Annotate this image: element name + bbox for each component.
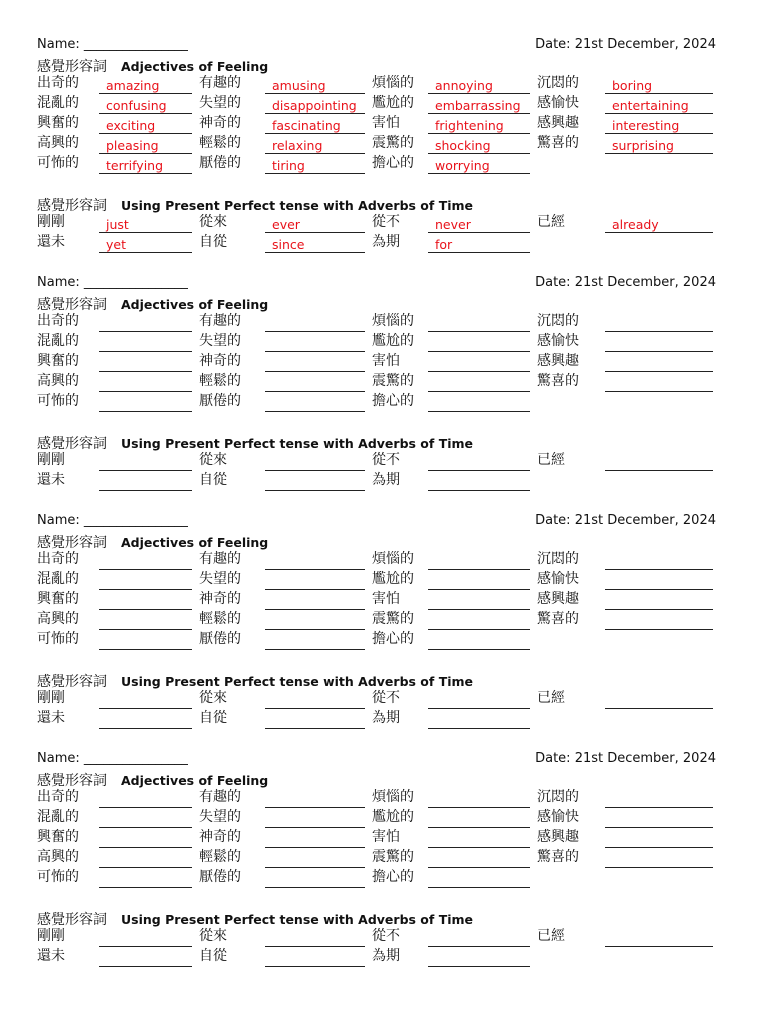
chinese-label: 害怕: [372, 829, 400, 845]
adverbs-heading: [37, 909, 473, 929]
chinese-label: 自從: [199, 472, 227, 488]
answer-blank[interactable]: [99, 574, 192, 590]
answer-blank[interactable]: [265, 852, 365, 868]
answer-text: confusing: [106, 98, 167, 113]
chinese-label: 從不: [372, 452, 400, 468]
chinese-label: 從來: [199, 452, 227, 468]
chinese-label: 高興的: [37, 611, 79, 627]
chinese-label: 有趣的: [199, 789, 241, 805]
answer-blank[interactable]: [99, 356, 192, 372]
answer-blank[interactable]: [428, 376, 530, 392]
answer-blank[interactable]: [428, 951, 530, 967]
adjectives-heading-zh: 感覺形容詞: [37, 773, 107, 789]
answer-blank[interactable]: [605, 138, 713, 154]
chinese-label: 興奮的: [37, 115, 79, 131]
answer-text: amazing: [106, 78, 160, 93]
chinese-label: 輕鬆的: [199, 373, 241, 389]
answer-blank[interactable]: [265, 138, 365, 154]
chinese-label: 煩惱的: [372, 313, 414, 329]
chinese-label: 厭倦的: [199, 155, 241, 171]
adverbs-heading: [37, 433, 473, 453]
answer-blank[interactable]: [99, 217, 192, 233]
answer-text: amusing: [272, 78, 326, 93]
adjectives-heading: [37, 294, 268, 314]
date-text: Date: 21st December, 2024: [535, 513, 716, 528]
answer-blank[interactable]: [99, 475, 192, 491]
chinese-label: 感愉快: [537, 809, 579, 825]
answer-blank[interactable]: [265, 792, 365, 808]
answer-text: worrying: [435, 158, 490, 173]
answer-blank[interactable]: [428, 792, 530, 808]
chinese-label: 尷尬的: [372, 809, 414, 825]
answer-blank[interactable]: [265, 316, 365, 332]
answer-blank[interactable]: [265, 336, 365, 352]
chinese-label: 從不: [372, 928, 400, 944]
answer-blank[interactable]: [605, 316, 713, 332]
answer-text: interesting: [612, 118, 680, 133]
chinese-label: 剛剛: [37, 452, 65, 468]
answer-blank[interactable]: [99, 78, 192, 94]
chinese-label: 擔心的: [372, 393, 414, 409]
answer-text: since: [272, 237, 305, 252]
answer-text: pleasing: [106, 138, 159, 153]
answer-blank[interactable]: [605, 832, 713, 848]
adjectives-heading-en: Adjectives of Feeling: [121, 297, 269, 312]
chinese-label: 感愉快: [537, 333, 579, 349]
name-field[interactable]: Name: ________________: [37, 275, 188, 290]
answer-blank[interactable]: [428, 614, 530, 630]
chinese-label: 自從: [199, 234, 227, 250]
answer-blank[interactable]: [605, 455, 713, 471]
chinese-label: 害怕: [372, 115, 400, 131]
chinese-label: 有趣的: [199, 551, 241, 567]
chinese-label: 混亂的: [37, 809, 79, 825]
chinese-label: 煩惱的: [372, 551, 414, 567]
chinese-label: 震驚的: [372, 849, 414, 865]
answer-blank[interactable]: [428, 396, 530, 412]
chinese-label: 尷尬的: [372, 333, 414, 349]
adverbs-heading-zh: 感覺形容詞: [37, 674, 107, 690]
answer-blank[interactable]: [265, 634, 365, 650]
answer-blank[interactable]: [428, 138, 530, 154]
answer-blank[interactable]: [605, 574, 713, 590]
chinese-label: 出奇的: [37, 313, 79, 329]
answer-blank[interactable]: [99, 158, 192, 174]
chinese-label: 為期: [372, 234, 400, 250]
answer-blank[interactable]: [265, 554, 365, 570]
answer-blank[interactable]: [265, 455, 365, 471]
date-text: Date: 21st December, 2024: [535, 751, 716, 766]
answer-text: disappointing: [272, 98, 357, 113]
answer-blank[interactable]: [265, 158, 365, 174]
chinese-label: 沉悶的: [537, 789, 579, 805]
answer-blank[interactable]: [605, 693, 713, 709]
answer-blank[interactable]: [99, 118, 192, 134]
answer-blank[interactable]: [428, 594, 530, 610]
date-text: Date: 21st December, 2024: [535, 37, 716, 52]
chinese-label: 擔心的: [372, 631, 414, 647]
answer-blank[interactable]: [428, 832, 530, 848]
answer-blank[interactable]: [99, 812, 192, 828]
answer-text: ever: [272, 217, 300, 232]
answer-text: terrifying: [106, 158, 164, 173]
chinese-label: 出奇的: [37, 551, 79, 567]
chinese-label: 煩惱的: [372, 789, 414, 805]
adjectives-heading-zh: 感覺形容詞: [37, 535, 107, 551]
answer-blank[interactable]: [265, 98, 365, 114]
chinese-label: 輕鬆的: [199, 849, 241, 865]
chinese-label: 出奇的: [37, 75, 79, 91]
chinese-label: 尷尬的: [372, 95, 414, 111]
chinese-label: 從來: [199, 214, 227, 230]
chinese-label: 震驚的: [372, 373, 414, 389]
answer-blank[interactable]: [605, 792, 713, 808]
chinese-label: 失望的: [199, 95, 241, 111]
answer-blank[interactable]: [265, 693, 365, 709]
answer-blank[interactable]: [265, 931, 365, 947]
chinese-label: 興奮的: [37, 829, 79, 845]
chinese-label: 自從: [199, 948, 227, 964]
answer-blank[interactable]: [428, 336, 530, 352]
answer-blank[interactable]: [99, 336, 192, 352]
adjectives-heading-en: Adjectives of Feeling: [121, 535, 269, 550]
answer-text: for: [435, 237, 453, 252]
answer-blank[interactable]: [265, 713, 365, 729]
answer-blank[interactable]: [99, 396, 192, 412]
answer-blank[interactable]: [605, 614, 713, 630]
answer-blank[interactable]: [99, 237, 192, 253]
chinese-label: 驚喜的: [537, 611, 579, 627]
answer-blank[interactable]: [605, 217, 713, 233]
answer-blank[interactable]: [99, 594, 192, 610]
answer-blank[interactable]: [428, 316, 530, 332]
chinese-label: 輕鬆的: [199, 611, 241, 627]
chinese-label: 剛剛: [37, 928, 65, 944]
answer-blank[interactable]: [99, 852, 192, 868]
answer-blank[interactable]: [428, 356, 530, 372]
chinese-label: 已經: [537, 214, 565, 230]
name-field[interactable]: Name: ________________: [37, 37, 188, 52]
chinese-label: 輕鬆的: [199, 135, 241, 151]
chinese-label: 感愉快: [537, 95, 579, 111]
name-field[interactable]: Name: ________________: [37, 513, 188, 528]
answer-text: tiring: [272, 158, 305, 173]
chinese-label: 煩惱的: [372, 75, 414, 91]
chinese-label: 震驚的: [372, 611, 414, 627]
answer-blank[interactable]: [428, 118, 530, 134]
answer-blank[interactable]: [265, 217, 365, 233]
adjectives-heading: [37, 532, 268, 552]
answer-blank[interactable]: [605, 98, 713, 114]
answer-blank[interactable]: [605, 78, 713, 94]
adverbs-heading-zh: 感覺形容詞: [37, 436, 107, 452]
chinese-label: 可怖的: [37, 155, 79, 171]
adverbs-heading-en: Using Present Perfect tense with Adverbs of Time: [121, 436, 474, 451]
answer-blank[interactable]: [265, 237, 365, 253]
chinese-label: 可怖的: [37, 631, 79, 647]
answer-blank[interactable]: [428, 455, 530, 471]
answer-text: boring: [612, 78, 653, 93]
chinese-label: 為期: [372, 710, 400, 726]
adjectives-heading: [37, 770, 268, 790]
chinese-label: 還未: [37, 948, 65, 964]
answer-blank[interactable]: [605, 336, 713, 352]
chinese-label: 剛剛: [37, 214, 65, 230]
answer-text: entertaining: [612, 98, 689, 113]
chinese-label: 沉悶的: [537, 551, 579, 567]
answer-blank[interactable]: [428, 237, 530, 253]
chinese-label: 混亂的: [37, 95, 79, 111]
chinese-label: 剛剛: [37, 690, 65, 706]
chinese-label: 神奇的: [199, 353, 241, 369]
answer-blank[interactable]: [428, 812, 530, 828]
chinese-label: 害怕: [372, 591, 400, 607]
answer-blank[interactable]: [265, 118, 365, 134]
chinese-label: 混亂的: [37, 571, 79, 587]
chinese-label: 從來: [199, 690, 227, 706]
answer-blank[interactable]: [265, 78, 365, 94]
chinese-label: 高興的: [37, 373, 79, 389]
chinese-label: 已經: [537, 452, 565, 468]
answer-blank[interactable]: [605, 812, 713, 828]
chinese-label: 感興趣: [537, 829, 579, 845]
answer-text: relaxing: [272, 138, 323, 153]
chinese-label: 為期: [372, 948, 400, 964]
adjectives-heading-en: Adjectives of Feeling: [121, 59, 269, 74]
worksheet-copy: [0, 513, 768, 751]
answer-blank[interactable]: [99, 713, 192, 729]
answer-blank[interactable]: [428, 634, 530, 650]
answer-blank[interactable]: [428, 78, 530, 94]
chinese-label: 從來: [199, 928, 227, 944]
chinese-label: 神奇的: [199, 115, 241, 131]
answer-blank[interactable]: [265, 812, 365, 828]
chinese-label: 高興的: [37, 135, 79, 151]
adverbs-heading: [37, 671, 473, 691]
chinese-label: 可怖的: [37, 393, 79, 409]
answer-blank[interactable]: [428, 217, 530, 233]
chinese-label: 已經: [537, 928, 565, 944]
chinese-label: 已經: [537, 690, 565, 706]
answer-blank[interactable]: [265, 574, 365, 590]
chinese-label: 尷尬的: [372, 571, 414, 587]
answer-blank[interactable]: [99, 792, 192, 808]
answer-blank[interactable]: [605, 118, 713, 134]
answer-blank[interactable]: [99, 832, 192, 848]
answer-blank[interactable]: [265, 594, 365, 610]
chinese-label: 感愉快: [537, 571, 579, 587]
answer-text: embarrassing: [435, 98, 521, 113]
adjectives-heading-zh: 感覺形容詞: [37, 59, 107, 75]
answer-blank[interactable]: [428, 872, 530, 888]
date-text: Date: 21st December, 2024: [535, 275, 716, 290]
chinese-label: 沉悶的: [537, 75, 579, 91]
chinese-label: 失望的: [199, 571, 241, 587]
answer-blank[interactable]: [605, 554, 713, 570]
answer-blank[interactable]: [428, 574, 530, 590]
chinese-label: 出奇的: [37, 789, 79, 805]
answer-blank[interactable]: [265, 832, 365, 848]
answer-text: shocking: [435, 138, 491, 153]
chinese-label: 從不: [372, 690, 400, 706]
chinese-label: 神奇的: [199, 591, 241, 607]
chinese-label: 興奮的: [37, 591, 79, 607]
answer-blank[interactable]: [99, 693, 192, 709]
chinese-label: 擔心的: [372, 869, 414, 885]
answer-text: surprising: [612, 138, 674, 153]
chinese-label: 感興趣: [537, 115, 579, 131]
answer-text: exciting: [106, 118, 156, 133]
answer-blank[interactable]: [99, 376, 192, 392]
answer-blank[interactable]: [99, 98, 192, 114]
answer-text: annoying: [435, 78, 493, 93]
answer-blank[interactable]: [428, 98, 530, 114]
adverbs-heading-en: Using Present Perfect tense with Adverbs of Time: [121, 674, 474, 689]
chinese-label: 沉悶的: [537, 313, 579, 329]
answer-blank[interactable]: [428, 713, 530, 729]
worksheet-copy: [0, 751, 768, 989]
chinese-label: 驚喜的: [537, 135, 579, 151]
answer-blank[interactable]: [265, 951, 365, 967]
answer-blank[interactable]: [428, 475, 530, 491]
chinese-label: 有趣的: [199, 75, 241, 91]
adjectives-heading: [37, 56, 268, 76]
chinese-label: 驚喜的: [537, 849, 579, 865]
worksheet-copy: [0, 275, 768, 513]
chinese-label: 有趣的: [199, 313, 241, 329]
chinese-label: 混亂的: [37, 333, 79, 349]
chinese-label: 失望的: [199, 809, 241, 825]
chinese-label: 從不: [372, 214, 400, 230]
answer-blank[interactable]: [99, 634, 192, 650]
answer-blank[interactable]: [99, 138, 192, 154]
answer-blank[interactable]: [428, 693, 530, 709]
adverbs-heading-en: Using Present Perfect tense with Adverbs of Time: [121, 912, 474, 927]
chinese-label: 震驚的: [372, 135, 414, 151]
answer-blank[interactable]: [428, 931, 530, 947]
chinese-label: 厭倦的: [199, 631, 241, 647]
answer-text: already: [612, 217, 659, 232]
answer-blank[interactable]: [428, 852, 530, 868]
chinese-label: 還未: [37, 710, 65, 726]
chinese-label: 厭倦的: [199, 393, 241, 409]
answer-blank[interactable]: [265, 614, 365, 630]
answer-text: yet: [106, 237, 126, 252]
answer-blank[interactable]: [428, 158, 530, 174]
answer-text: fascinating: [272, 118, 341, 133]
answer-blank[interactable]: [605, 931, 713, 947]
chinese-label: 還未: [37, 234, 65, 250]
chinese-label: 自從: [199, 710, 227, 726]
adjectives-heading-zh: 感覺形容詞: [37, 297, 107, 313]
answer-blank[interactable]: [605, 356, 713, 372]
answer-blank[interactable]: [99, 931, 192, 947]
answer-text: just: [106, 217, 129, 232]
answer-text: frightening: [435, 118, 504, 133]
answer-blank[interactable]: [605, 376, 713, 392]
answer-blank[interactable]: [99, 554, 192, 570]
chinese-label: 失望的: [199, 333, 241, 349]
answer-blank[interactable]: [99, 316, 192, 332]
answer-blank[interactable]: [99, 951, 192, 967]
adverbs-heading-zh: 感覺形容詞: [37, 198, 107, 214]
adverbs-heading-zh: 感覺形容詞: [37, 912, 107, 928]
chinese-label: 擔心的: [372, 155, 414, 171]
chinese-label: 為期: [372, 472, 400, 488]
adjectives-heading-en: Adjectives of Feeling: [121, 773, 269, 788]
answer-blank[interactable]: [265, 356, 365, 372]
answer-blank[interactable]: [605, 594, 713, 610]
answer-blank[interactable]: [265, 475, 365, 491]
answer-blank[interactable]: [99, 455, 192, 471]
answer-blank[interactable]: [99, 872, 192, 888]
answer-blank[interactable]: [99, 614, 192, 630]
chinese-label: 感興趣: [537, 591, 579, 607]
answer-blank[interactable]: [605, 852, 713, 868]
chinese-label: 高興的: [37, 849, 79, 865]
answer-blank[interactable]: [428, 554, 530, 570]
chinese-label: 感興趣: [537, 353, 579, 369]
name-field[interactable]: Name: ________________: [37, 751, 188, 766]
answer-blank[interactable]: [265, 376, 365, 392]
chinese-label: 興奮的: [37, 353, 79, 369]
answer-blank[interactable]: [265, 872, 365, 888]
chinese-label: 可怖的: [37, 869, 79, 885]
chinese-label: 神奇的: [199, 829, 241, 845]
answer-blank[interactable]: [265, 396, 365, 412]
chinese-label: 厭倦的: [199, 869, 241, 885]
answer-text: never: [435, 217, 471, 232]
chinese-label: 驚喜的: [537, 373, 579, 389]
worksheet-copy: [0, 37, 768, 275]
chinese-label: 害怕: [372, 353, 400, 369]
adverbs-heading: [37, 195, 473, 215]
adverbs-heading-en: Using Present Perfect tense with Adverbs of Time: [121, 198, 474, 213]
chinese-label: 還未: [37, 472, 65, 488]
